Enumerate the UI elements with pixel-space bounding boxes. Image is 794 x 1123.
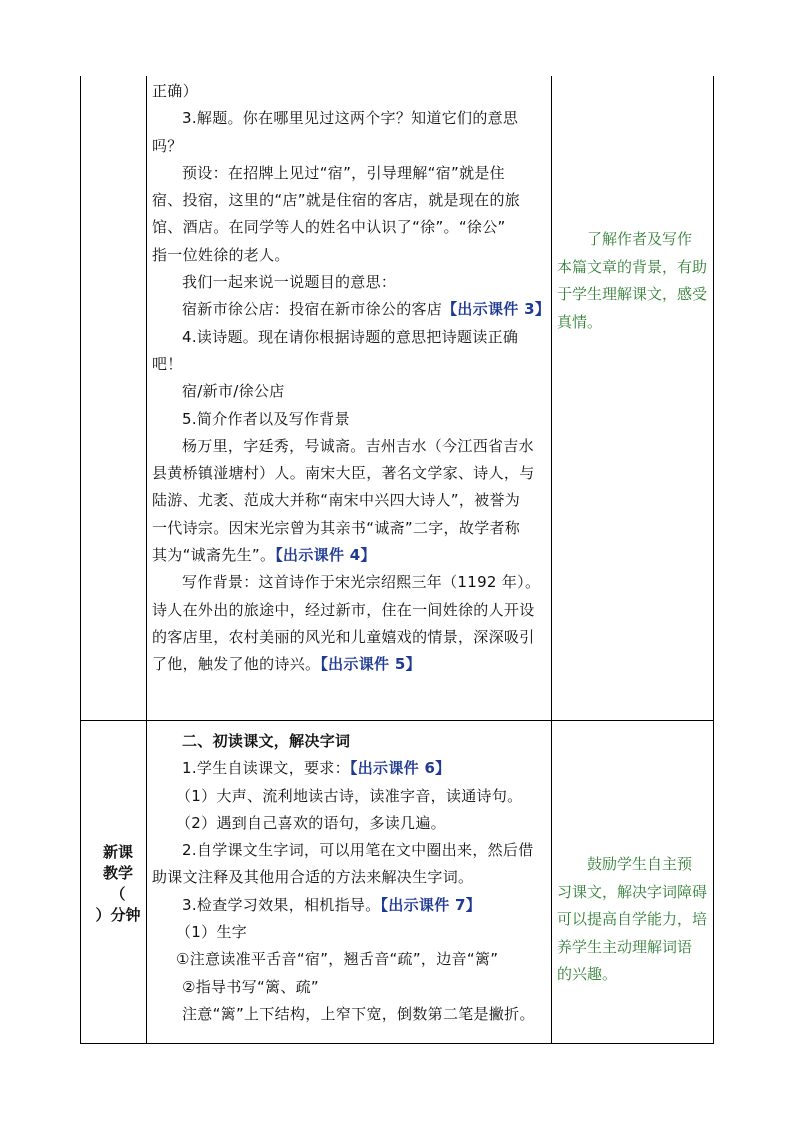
text-line <box>152 324 550 351</box>
text-line <box>152 515 550 542</box>
line-text: 二、初读课文，解决字词 <box>182 732 351 750</box>
note-line: 的兴趣。 <box>557 965 618 983</box>
section2-content <box>152 728 550 1028</box>
text-line <box>152 864 550 891</box>
text-line <box>152 487 550 514</box>
text-line <box>152 837 550 864</box>
text-line <box>152 728 550 755</box>
label-line: 教学 <box>102 864 133 882</box>
text-line <box>152 160 550 187</box>
table-border-right <box>713 76 714 1044</box>
text-line <box>152 569 550 596</box>
line-text: （1）生字 <box>176 923 248 942</box>
courseware-tag: 【出示课件 3】 <box>442 300 551 319</box>
courseware-tag: 【出示课件 6】 <box>349 759 451 778</box>
line-text: 2.自学课文生字词，可以用笔在文中圈出来，然后借 <box>182 841 534 860</box>
text-line <box>152 755 550 782</box>
line-text: 一代诗宗。因宋光宗曾为其亲书“诚斋”二字，故学者称 <box>152 518 521 537</box>
section2-teaching-note <box>557 851 707 989</box>
row-divider <box>80 720 714 721</box>
text-line <box>152 919 550 946</box>
section1-content <box>152 78 550 679</box>
text-line <box>152 542 550 569</box>
line-text: 3.解题。你在哪里见过这两个字？知道它们的意思 <box>182 109 519 128</box>
line-text: 写作背景：这首诗作于宋光宗绍熙三年（1192 年）。 <box>182 573 541 592</box>
line-text: 宿新市徐公店：投宿在新市徐公的客店 <box>182 300 443 319</box>
text-line <box>152 946 550 973</box>
text-line <box>152 378 550 405</box>
table-border-bottom <box>80 1043 714 1044</box>
line-text: 诗人在外出的旅途中，经过新市，住在一间姓徐的人开设 <box>152 600 535 619</box>
text-line <box>152 187 550 214</box>
line-text: （2）遇到自己喜欢的语句，多读几遍。 <box>176 813 446 832</box>
note-line: 于学生理解课文，感受 <box>557 285 708 303</box>
note-line: 本篇文章的背景，有助 <box>557 257 708 276</box>
line-text: 县黄桥镇湴塘村）人。南宋大臣，著名文学家、诗人，与 <box>152 464 535 483</box>
line-text: 其为“诚斋先生”。 <box>152 546 276 565</box>
line-text: 3.检查学习效果，相机指导。 <box>182 895 381 914</box>
text-line <box>152 214 550 241</box>
line-text: 1.学生自读课文，要求： <box>182 759 350 778</box>
line-text: 宿/新市/徐公店 <box>182 382 285 401</box>
text-line <box>152 892 550 919</box>
label-line: 新课 <box>102 843 133 861</box>
note-line: 了解作者及写作 <box>587 230 693 248</box>
label-line: （ <box>110 885 126 903</box>
courseware-tag: 【出示课件 5】 <box>320 655 421 674</box>
text-line <box>152 78 550 105</box>
line-text: 4.读诗题。现在请你根据诗题的意思把诗题读正确 <box>182 327 519 346</box>
text-line <box>152 460 550 487</box>
text-line <box>152 597 550 624</box>
text-line <box>152 433 550 460</box>
line-text: 的客店里，农村美丽的风光和儿童嬉戏的情景，深深吸引 <box>152 627 535 646</box>
line-text: ①注意读准平舌音“宿”，翘舌音“疏”，边音“篱” <box>176 950 499 969</box>
line-text: （1）大声、流利地读古诗，读准字音，读通诗句。 <box>176 786 523 805</box>
note-line: 可以提高自学能力，培 <box>557 910 708 928</box>
text-line <box>152 242 550 269</box>
line-text: 宿、投宿，这里的“店”就是住宿的客店，就是现在的旅 <box>152 191 521 210</box>
line-text: 指一位姓徐的老人。 <box>152 245 290 264</box>
line-text: 助课文注释及其他用合适的方法来解决生字词。 <box>152 868 474 887</box>
line-text: 吗？ <box>152 136 183 155</box>
text-line <box>152 296 550 323</box>
note-line: 习课文，解决字词障碍 <box>557 882 708 901</box>
text-line <box>152 1001 550 1028</box>
line-text: 正确） <box>152 82 198 100</box>
line-text: 我们一起来说一说题目的意思： <box>182 273 397 292</box>
note-line: 鼓励学生自主预 <box>587 855 693 873</box>
text-line <box>152 105 550 132</box>
text-line <box>152 269 550 296</box>
column-divider-2 <box>551 76 552 1044</box>
line-text: ②指导书写“篱、疏” <box>182 977 319 996</box>
text-line <box>152 651 550 678</box>
text-line <box>152 974 550 1001</box>
line-text: 预设：在招牌上见过“宿”，引导理解“宿”就是住 <box>182 163 505 182</box>
courseware-tag: 【出示课件 4】 <box>275 546 376 565</box>
line-text: 注意“篱”上下结构，上窄下宽，倒数第二笔是撇折。 <box>182 1004 535 1023</box>
section-label-new-lesson <box>90 842 146 926</box>
courseware-tag: 【出示课件 7】 <box>380 895 482 914</box>
label-line: ）分钟 <box>95 906 141 924</box>
note-line: 真情。 <box>557 312 603 331</box>
line-text: 吧！ <box>152 354 183 373</box>
text-line <box>152 783 550 810</box>
line-text: 馆、酒店。在同学等人的姓名中认识了“徐”。“徐公” <box>152 218 506 237</box>
text-line <box>152 351 550 378</box>
line-text: 陆游、尤袤、范成大并称“南宋中兴四大诗人”，被誉为 <box>152 491 521 510</box>
table-border-left <box>80 76 81 1044</box>
text-line <box>152 406 550 433</box>
text-line <box>152 810 550 837</box>
line-text: 了他，触发了他的诗兴。 <box>152 655 321 674</box>
line-text: 杨万里，字廷秀，号诚斋。吉州吉水（今江西省吉水 <box>182 436 534 455</box>
section1-teaching-note <box>557 226 707 336</box>
column-divider-1 <box>146 76 147 1044</box>
text-line <box>152 133 550 160</box>
note-line: 养学生主动理解词语 <box>557 937 693 956</box>
line-text: 5.简介作者以及写作背景 <box>182 409 350 428</box>
text-line <box>152 624 550 651</box>
